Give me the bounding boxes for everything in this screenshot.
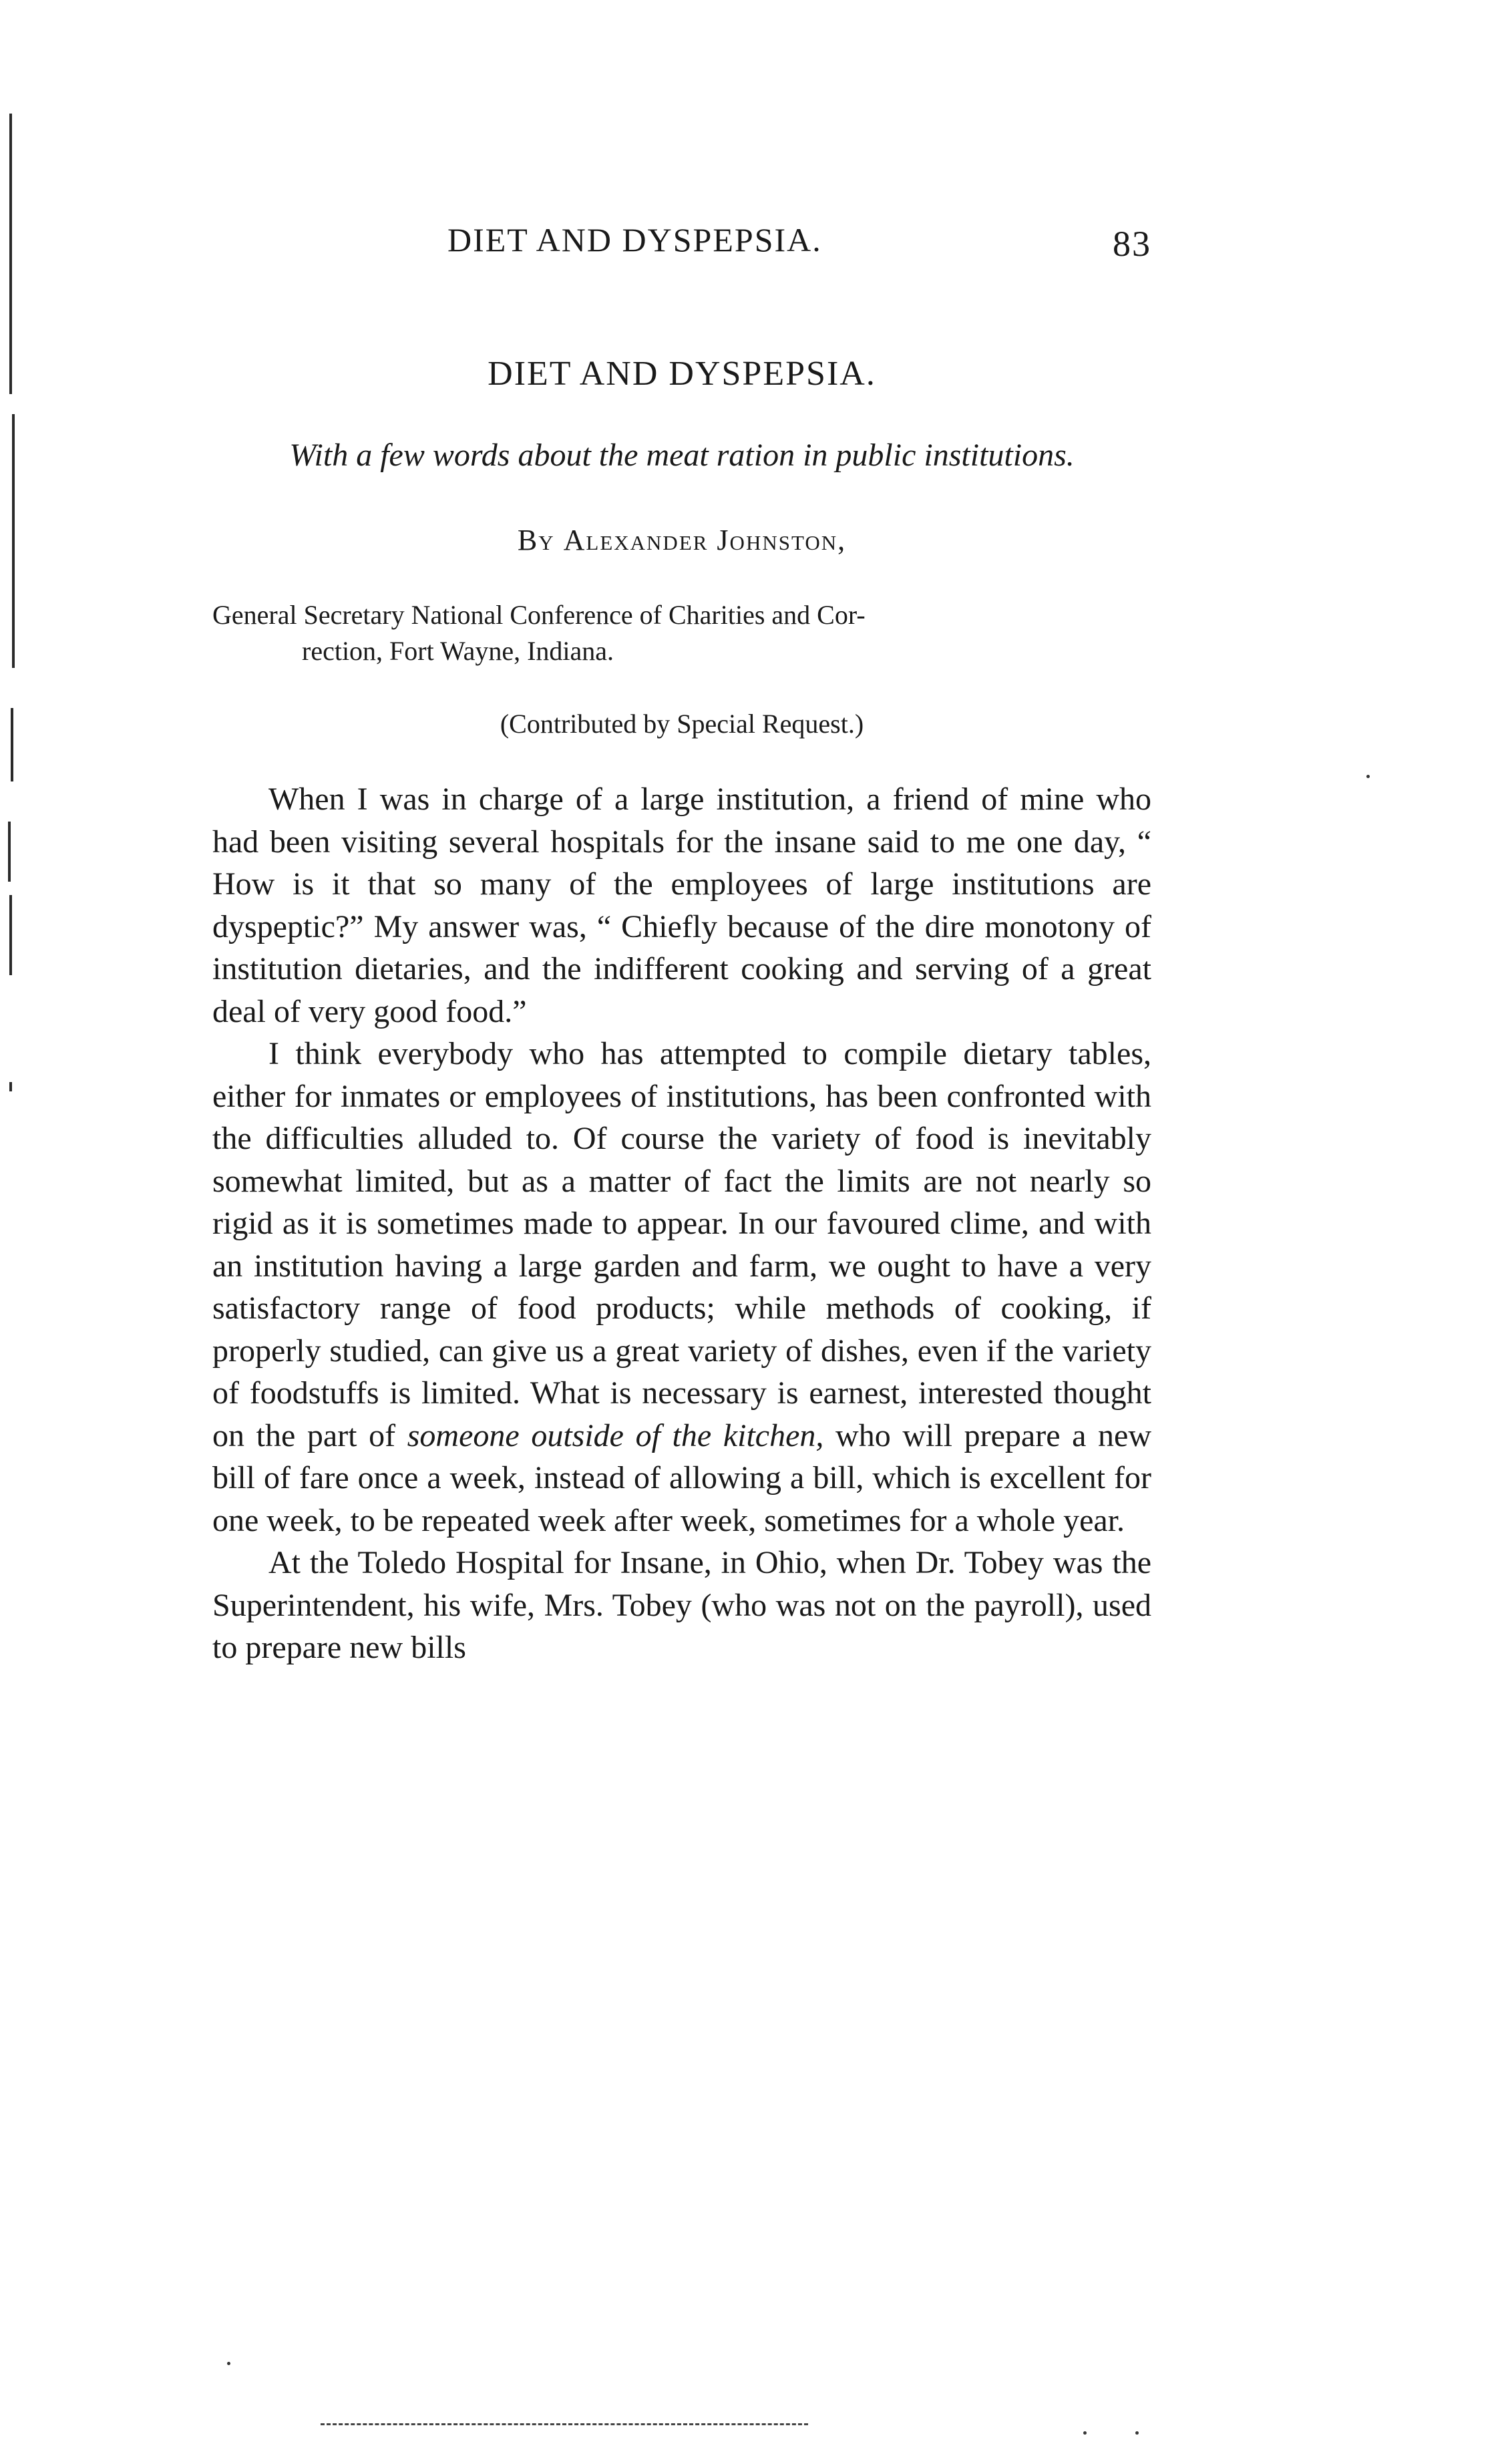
emphasized-text: someone outside of the kitchen, — [407, 1417, 824, 1453]
scan-edge-mark — [9, 895, 12, 975]
paragraph-text: I think everybody who has attempted to compile dietary tables, either for inmates or employees of institutions, has been confronted with the difficulties alluded to. Of course the variety of food is inevitably somewhat limited, but as a matter of fact the limits are not nearly so rigid as it is sometimes made to appear. In our favoured clime, and with an institution having a large garden and farm, we ought to have a very satisfactory range of food products; while methods of cooking, if properly studied, can give us a great variety of dishes, even if the variety of foodstuffs is limited. What is necessary is earnest, interested thought on the part of — [212, 1036, 1151, 1453]
paragraph-text: who will prepare a new bill of fare once a week, instead of allowing a bill, which is excellent for one week, to be repeated week after week, sometimes for a whole year. — [212, 1417, 1152, 1538]
author-affiliation — [212, 597, 1151, 669]
running-head-title: DIET AND DYSPEPSIA. — [447, 221, 822, 258]
byline — [212, 523, 1151, 557]
article-subtitle: With a few words about the meat ration in public institutions. — [289, 437, 1075, 473]
affiliation-line: General Secretary National Conference of Charities and Cor- — [212, 600, 866, 630]
scan-edge-mark — [12, 414, 15, 668]
book-page — [212, 220, 1151, 1669]
paragraph — [212, 1033, 1151, 1542]
scan-speck — [1135, 2431, 1139, 2435]
footer-rule — [321, 2423, 808, 2425]
paragraph: When I was in charge of a large institution, a friend of mine who had been visiting several hospitals for the insane said to me one day, “ How is it that so many of the employees of large institutions are dyspeptic?” My answer was, “ Chiefly because of the dire monotony of institution dietaries, and the indifferent cooking and serving of a great deal of very good food.” — [212, 781, 1151, 1029]
scan-edge-mark — [8, 822, 11, 882]
page-number: 83 — [1113, 224, 1151, 264]
scan-edge-mark — [11, 708, 13, 781]
running-head — [212, 220, 1151, 281]
scan-edge-mark — [9, 114, 12, 394]
author-name: Alexander Johnston, — [563, 524, 847, 556]
affiliation-line: rection, Fort Wayne, Indiana. — [302, 636, 614, 666]
article-body — [212, 778, 1151, 1669]
scan-speck — [227, 2362, 230, 2365]
scan-speck — [1366, 775, 1370, 778]
article-title: DIET AND DYSPEPSIA. — [488, 355, 876, 393]
byline-prefix: By — [517, 524, 555, 556]
scan-speck — [1083, 2431, 1087, 2435]
paragraph: At the Toledo Hospital for Insane, in Ohio, when Dr. Tobey was the Superintendent, his wife, Mrs. Tobey (who was not on the payroll), used to prepare new bills — [212, 1545, 1151, 1665]
scan-edge-mark — [9, 1082, 12, 1091]
contribution-note: (Contributed by Special Request.) — [500, 709, 864, 739]
